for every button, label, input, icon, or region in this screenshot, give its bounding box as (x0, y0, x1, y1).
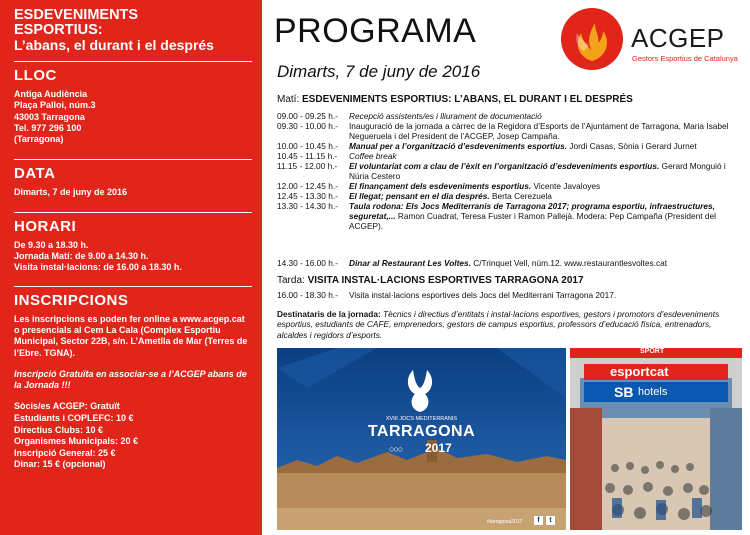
schedule-row (277, 161, 741, 181)
morning-schedule (277, 111, 741, 231)
acgep-logo-icon (559, 5, 629, 75)
schedule-bold: Dinar al Restaurant Les Voltes. (349, 258, 471, 268)
photo2-hotel: SB (614, 384, 634, 400)
sidebar-title-1: ESDEVENIMENTS (14, 7, 139, 23)
lloc-heading: LLOC (14, 61, 252, 84)
schedule-text: Inauguració de la jornada a càrrec de la Regidora d’Esports de l’Ajuntament de Tarragona, Maria Isabel Negueruela i del President de l’ACGEP, Josep Campaña. (349, 121, 729, 141)
schedule-text: Vicente Javaloyes (531, 181, 601, 191)
destinataris-text: Tècnics i directius d’entitats i instal·lacions esportives, gestors i promotors d’esdeveniments esportius, estudiants de CAFE, emprenedors, gestors de campus esportius, professors d’educació física, entrenadors, alcaldes i regidors d’esports. (277, 309, 720, 340)
schedule-time: 12.45 - 13.30 h.- (277, 191, 338, 201)
photo1-line2: TARRAGONA (367, 423, 476, 440)
horari-line: Visita instal·lacions: de 16.00 a 18.30 h. (14, 262, 182, 273)
logo-name: ACGEP (631, 23, 725, 53)
schedule-italic: Recepció assistents/es i lliurament de documentació (349, 111, 542, 121)
lloc-line: Tel. 977 296 100 (14, 122, 82, 133)
logo-subtitle: Gestors Esportius de Catalunya (632, 54, 738, 63)
schedule-italic: Coffee break (349, 151, 397, 161)
inscripcions-heading: INSCRIPCIONS (14, 286, 252, 309)
schedule-row (277, 191, 741, 201)
photo1-line1: XVIII JOCS MEDITERRANIS (385, 416, 458, 422)
schedule-time: 11.15 - 12.00 h.- (277, 161, 338, 171)
schedule-row (277, 258, 741, 268)
tarragona-2017-photo (277, 348, 566, 530)
schedule-text: Gerard Monguió i Núria Cestero (349, 161, 726, 181)
photo2-hotel2: hotels (638, 386, 668, 398)
race-finish-photo (570, 348, 742, 530)
afternoon-heading (277, 275, 584, 286)
schedule-time: 16.00 - 18.30 h.- (277, 290, 338, 300)
morning-heading (277, 94, 633, 105)
schedule-time: 10.45 - 11.15 h.- (277, 151, 338, 161)
sidebar-title-2: ESPORTIUS: (14, 22, 103, 38)
price-item: Directius Clubs: 10 € (14, 424, 104, 435)
schedule-time: 13.30 - 14.30 h.- (277, 201, 338, 211)
photo1-line3: 2017 (425, 441, 452, 455)
lunch-row (277, 258, 741, 268)
morning-label: Matí: (277, 94, 300, 105)
schedule-row (277, 181, 741, 191)
data-text: Dimarts, 7 de juny de 2016 (14, 187, 128, 198)
lloc-line: Antiga Audiència (14, 89, 88, 99)
inscripcions-text: Les inscripcions es poden fer online a www.acgep.cat o presencials al Cem La Cala (Complex Esportiu Municipal, Sector 22B, s/n. L’Ametlla de Mar (Terres de l’Ebre. TGNA). (14, 313, 248, 358)
schedule-row (277, 201, 741, 231)
afternoon-label: Tarda: (277, 275, 305, 286)
price-item: Estudiants i COPLEFC: 10 € (14, 413, 134, 424)
schedule-time: 14.30 - 16.00 h.- (277, 258, 338, 268)
page-title: PROGRAMA (274, 12, 477, 50)
gratuita-text: Inscripció Gratuïta en associar-se a l’ACGEP abans de la Jornada !!! (14, 368, 247, 391)
schedule-text: Jordi Casas, Sònia i Gerard Jurnet (567, 141, 697, 151)
price-item: Dinar: 15 € (opcional) (14, 459, 106, 470)
schedule-row (277, 141, 741, 151)
sidebar (0, 0, 262, 535)
schedule-row (277, 290, 741, 300)
facebook-icon: f (534, 516, 543, 525)
price-item: Organismes Municipals: 20 € (14, 436, 139, 447)
morning-title: ESDEVENIMENTS ESPORTIUS: L’ABANS, EL DURANT I EL DESPRÉS (302, 94, 633, 105)
photo2-top: SPORT (640, 348, 665, 355)
schedule-bold: El voluntariat com a clau de l’èxit en l’organització d’esdeveniments esportius. (349, 161, 660, 171)
horari-line: Jornada Matí: de 9.00 a 14.30 h. (14, 251, 149, 262)
schedule-bold: Taula rodona: Els Jocs Mediterranis de Tarragona 2017; programa esportiu, infraestructures, seguretat,... (349, 201, 715, 221)
schedule-time: 12.00 - 12.45 h.- (277, 181, 338, 191)
schedule-time: 09.30 - 10.00 h.- (277, 121, 338, 131)
acgep-logo (559, 5, 744, 75)
prices-list (14, 401, 252, 471)
rings-icon: ○○○ (389, 444, 403, 454)
schedule-text: Berta Cerezuela (489, 191, 552, 201)
horari-heading: HORARI (14, 212, 252, 235)
afternoon-title: VISITA INSTAL·LACIONS ESPORTIVES TARRAGONA 2017 (307, 275, 584, 286)
main-content (274, 0, 744, 535)
schedule-time: 09.00 - 09.25 h.- (277, 111, 338, 121)
data-heading: DATA (14, 159, 252, 182)
lloc-line: (Tarragona) (14, 134, 64, 145)
twitter-icon: t (546, 516, 555, 525)
horari-line: De 9.30 a 18.30 h. (14, 239, 89, 250)
afternoon-schedule (277, 290, 741, 300)
schedule-row (277, 151, 741, 161)
sidebar-title-3: L’abans, el durant i el després (14, 37, 214, 53)
schedule-text: Ramon Cuadrat, Teresa Fuster i Ramon Pallejà. Modera: Pep Campaña (President del ACGEP). (349, 211, 716, 231)
destinataris (277, 309, 741, 340)
horari-body (14, 240, 252, 274)
destinataris-label: Destinataris de la jornada: (277, 309, 381, 319)
schedule-text: Visita instal·lacions esportives dels Jocs del Mediterrani Tarragona 2017. (349, 290, 617, 300)
lloc-line: Plaça Palloi, núm.3 (14, 100, 96, 111)
schedule-bold: Manual per a l’organització d’esdeveniments esportius. (349, 141, 568, 151)
price-item: Sòcis/es ACGEP: Gratuït (14, 401, 120, 412)
page-date: Dimarts, 7 de juny de 2016 (277, 62, 481, 81)
schedule-text: C/Trinquet Vell, núm.12. www.restaurantlesvoltes.cat (470, 258, 668, 268)
photo2-banner: esportcat (610, 364, 669, 379)
lloc-line: 43003 Tarragona (14, 111, 85, 122)
photo1-hashtag: #tarragona2017 (487, 519, 523, 525)
schedule-row (277, 121, 741, 141)
schedule-bold: El finançament dels esdeveniments esportius. (349, 181, 532, 191)
schedule-time: 10.00 - 10.45 h.- (277, 141, 338, 151)
lloc-body (14, 89, 252, 145)
schedule-bold: El llegat; pensant en el dia després. (349, 191, 490, 201)
schedule-row (277, 111, 741, 121)
price-item: Inscripció General: 25 € (14, 447, 116, 458)
